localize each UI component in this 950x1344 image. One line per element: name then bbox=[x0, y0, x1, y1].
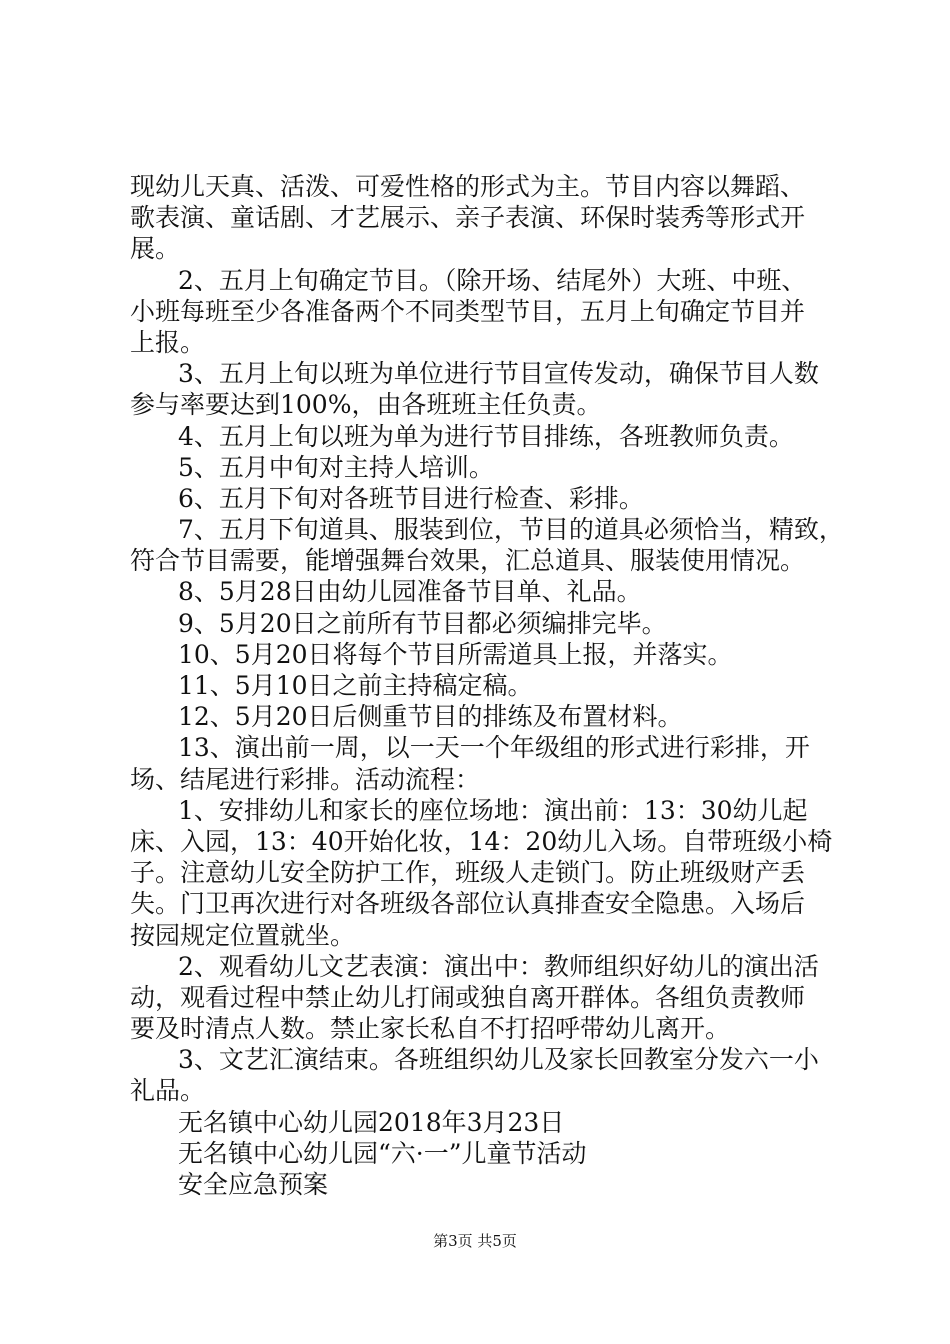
text-line: 2、观看幼儿文艺表演：演出中：教师组织好幼儿的演出活 bbox=[178, 951, 819, 981]
section-title-line: 安全应急预案 bbox=[178, 1170, 329, 1199]
text-line: 11、5月10日之前主持稿定稿。 bbox=[178, 671, 533, 700]
text-line: 小班每班至少各准备两个不同类型节目，五月上旬确定节目并 bbox=[130, 296, 806, 326]
text-line: 5、五月中旬对主持人培训。 bbox=[178, 452, 494, 482]
text-line: 13、演出前一周，以一天一个年级组的形式进行彩排，开 bbox=[178, 733, 810, 763]
text-line: 上报。 bbox=[130, 327, 206, 357]
text-line: 12、5月20日后侧重节目的排练及布置材料。 bbox=[178, 702, 683, 732]
section-title-line: 无名镇中心幼儿园“六·一”儿童节活动 bbox=[178, 1138, 587, 1168]
text-line: 6、五月下旬对各班节目进行检查、彩排。 bbox=[178, 483, 644, 513]
text-line: 礼品。 bbox=[130, 1076, 206, 1106]
text-line: 7、五月下旬道具、服装到位，节目的道具必须恰当，精致， bbox=[178, 515, 844, 545]
page-footer: 第3页 共5页 bbox=[433, 1232, 517, 1250]
text-line: 子。注意幼儿安全防护工作，班级人走锁门。防止班级财产丢 bbox=[130, 858, 806, 888]
text-line: 现幼儿天真、活泼、可爱性格的形式为主。节目内容以舞蹈、 bbox=[130, 172, 806, 201]
text-line: 1、安排幼儿和家长的座位场地：演出前：13：30幼儿起 bbox=[178, 795, 808, 825]
text-line: 3、文艺汇演结束。各班组织幼儿及家长回教室分发六一小 bbox=[178, 1045, 819, 1075]
text-line: 参与率要达到100%，由各班班主任负责。 bbox=[130, 390, 602, 420]
text-line: 8、5月28日由幼儿园准备节目单、礼品。 bbox=[178, 577, 642, 607]
text-line: 床、入园，13：40开始化妆，14：20幼儿入场。自带班级小椅 bbox=[130, 826, 833, 856]
text-line: 2、五月上旬确定节目。（除开场、结尾外）大班、中班、 bbox=[178, 265, 807, 295]
text-line: 动，观看过程中禁止幼儿打闹或独自离开群体。各组负责教师 bbox=[130, 982, 806, 1012]
text-line: 展。 bbox=[130, 234, 181, 264]
text-line: 符合节目需要，能增强舞台效果，汇总道具、服装使用情况。 bbox=[130, 546, 806, 576]
text-line: 歌表演、童话剧、才艺展示、亲子表演、环保时装秀等形式开 bbox=[130, 203, 806, 233]
text-line: 3、五月上旬以班为单位进行节目宣传发动，确保节目人数 bbox=[178, 359, 819, 389]
text-line: 按园规定位置就坐。 bbox=[130, 920, 356, 950]
signature-line: 无名镇中心幼儿园2018年3月23日 bbox=[178, 1107, 565, 1137]
text-line: 10、5月20日将每个节目所需道具上报，并落实。 bbox=[178, 639, 733, 669]
text-line: 4、五月上旬以班为单为进行节目排练，各班教师负责。 bbox=[178, 421, 794, 451]
text-line: 失。门卫再次进行对各班级各部位认真排查安全隐患。入场后 bbox=[130, 889, 806, 919]
text-line: 9、5月20日之前所有节目都必须编排完毕。 bbox=[178, 608, 667, 638]
text-line: 要及时清点人数。禁止家长私自不打招呼带幼儿离开。 bbox=[130, 1014, 731, 1044]
document-body bbox=[130, 171, 844, 1200]
text-line: 场、结尾进行彩排。活动流程： bbox=[130, 764, 481, 794]
